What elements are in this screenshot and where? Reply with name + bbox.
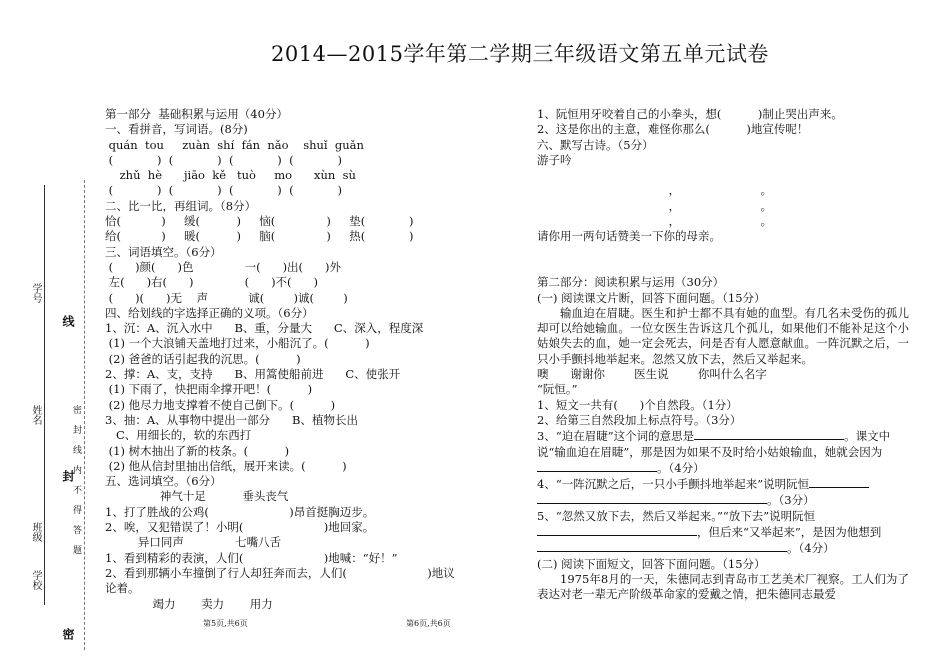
exam-line (537, 168, 909, 183)
exam-line: (1) 下雨了，快把雨伞撑开吧！( ) (105, 382, 313, 397)
question-4: 4、“一阵沉默之后，一只小手颤抖地举起来”说明阮恒。（3分） (537, 476, 909, 509)
answer-line[interactable] (537, 460, 657, 472)
exam-line: zhǔ hè jiāo kě tuò mo xùn sù (105, 168, 356, 183)
exam-line: 1、打了胜战的公鸡( )昂首挺胸迈步。 (105, 504, 375, 519)
exam-line: 神气十足 垂头丧气 (105, 489, 289, 504)
exam-line: (一) 阅读课文片断，回答下面问题。（15分） (537, 290, 766, 305)
exam-line: 1、短文一共有( )个自然段。（1分） (537, 397, 738, 412)
right-column (537, 107, 909, 603)
exam-line: 三、词语填空。（6分） (105, 244, 222, 259)
left-column (105, 107, 480, 612)
seal-line (84, 180, 85, 650)
exam-line: 一、看拼音，写词语。(8分) (105, 122, 248, 137)
exam-line: 论着。 (105, 581, 140, 596)
exam-line: 四、给划线的字选择正确的义项。（6分） (105, 305, 314, 320)
margin-feng: 封 (61, 470, 75, 482)
exam-line: 五、选词填空。（6分） (105, 474, 222, 489)
section-2-2-heading: (二) 阅读下面短文，回答下面问题。（15分） (537, 556, 766, 571)
margin-field-line (44, 185, 45, 605)
margin-student-no: 学号 (30, 283, 41, 303)
exam-line: quán tou zuàn shí fán nǎo shuǐ guǎn (105, 137, 364, 152)
exam-line: 游子吟 (537, 152, 572, 167)
exam-line: 3、抽：A、从事物中提出一部分 B、植物长出 (105, 412, 359, 427)
answer-line[interactable] (537, 524, 697, 536)
exam-line: ， 。 (537, 198, 773, 213)
exam-line: 1、沉：A、沉入水中 B、重，分量大 C、深入，程度深 (105, 321, 424, 336)
exam-line: 1、看到精彩的表演，人们( )地喊：“好！” (105, 550, 398, 565)
footer-page-left: 第5页,共6页 (203, 619, 248, 628)
exam-line: 异口同声 七嘴八舌 (105, 535, 282, 550)
exam-line: (1) 一个大浪铺天盖地打过来，小船沉了。( ) (105, 336, 370, 351)
question-3: 3、“迫在眉睫”这个词的意思是 。课文中说“输血迫在眉睫”，那是因为如果不及时给小姑娘输血，她就会因为。（4分） (537, 429, 891, 475)
exam-line (537, 260, 909, 275)
footer-page-right: 第6页,共6页 (406, 619, 451, 628)
exam-line: “阮恒。” (537, 382, 578, 397)
exam-line: 竭力 卖力 用力 (105, 596, 273, 611)
exam-line: ， 。 (537, 183, 773, 198)
reading-passage-2: 1975年8月的一天，朱德同志到青岛市工艺美术厂视察。工人们为了表达对老一辈无产阶级革命家的爱戴之情，把朱德同志最爱 (537, 571, 909, 602)
exam-line: 2、看到那辆小车撞倒了行人却狂奔而去，人们( )地议 (105, 565, 455, 580)
answer-line[interactable] (537, 492, 767, 504)
exam-line: 左( )右( ) ( )不( ) (105, 275, 318, 290)
exam-line: 2、给第三自然段加上标点符号。（3分） (537, 412, 742, 427)
exam-line: 第一部分 基础积累与运用（40分） (105, 107, 288, 121)
exam-line: (1) 树木抽出了新的枝条。( ) (105, 443, 290, 458)
exam-line: 六、默写古诗。（5分） (537, 137, 654, 152)
margin-mi: 密 (61, 628, 75, 640)
margin-name: 姓名 (30, 405, 41, 425)
exam-line: ， 。 (537, 214, 773, 229)
exam-line: C、用细长的，软的东西打 (105, 428, 252, 443)
exam-line: (2) 他从信封里抽出信纸，展开来读。( ) (105, 458, 347, 473)
margin-school: 学校 (30, 570, 41, 590)
answer-line[interactable] (537, 540, 787, 552)
answer-line[interactable] (694, 428, 844, 440)
exam-line: 二、比一比，再组词。（8分） (105, 198, 257, 213)
exam-line: 2、这是你出的主意，难怪你那么( )地宣传呢！ (537, 122, 809, 137)
exam-line: 给( ) 暖( ) 脑( ) 热( ) (105, 229, 414, 244)
exam-line: 2、唉，又犯错误了！小明( )地回家。 (105, 520, 375, 535)
exam-line: (2) 他尽力地支撑着不使自己倒下。( ) (105, 397, 336, 412)
margin-xian: 线 (61, 315, 75, 327)
exam-line (537, 245, 909, 260)
margin-warning: 密封线内不得答题 (71, 405, 81, 565)
exam-line: 2、撑：A、支，支持 B、用篙使船前进 C、使张开 (105, 367, 401, 382)
exam-line: ( ) ( ) ( ) ( ) (105, 152, 342, 167)
exam-line: 第二部分：阅读积累与运用（30分） (537, 275, 725, 290)
exam-line: 请你用一两句话赞美一下你的母亲。 (537, 229, 721, 244)
exam-line: ( ) ( ) ( ) ( ) (105, 183, 342, 198)
exam-line: ( )颜( )色 一( )出( )外 (105, 259, 341, 274)
exam-line: 恰( ) 缓( ) 恼( ) 垫( ) (105, 214, 414, 229)
reading-passage-1: 输血迫在眉睫。医生和护士都不具有她的血型。有几名未受伤的孤儿却可以给她输血。一位女医生告诉这几个孤儿，如果他们不能补足这个小姑娘失去的血，她一定会死去，问是否有人愿意献血。一阵沉默之后，一只小手颤抖地举起来。忽然又放下去，然后又举起来。 (537, 305, 909, 366)
exam-line: ( )( )无 声 诚( )诚( ) (105, 290, 348, 305)
exam-line: 1、阮恒用牙咬着自己的小拳头，想( )制止哭出声来。 (537, 107, 843, 121)
answer-line[interactable] (809, 476, 869, 488)
page-title: 2014—2015学年第二学期三年级语文第五单元试卷 (271, 42, 769, 66)
exam-line: (2) 爸爸的话引起我的沉思。( ) (105, 351, 301, 366)
margin-class: 班级 (30, 522, 41, 542)
exam-line: 噢 谢谢你 医生说 你叫什么名字 (537, 367, 767, 382)
question-5: 5、“忽然又放下去，然后又举起来。”“放下去”说明阮恒，但后来“又举起来”，是因为他想到。（4分） (537, 508, 882, 556)
